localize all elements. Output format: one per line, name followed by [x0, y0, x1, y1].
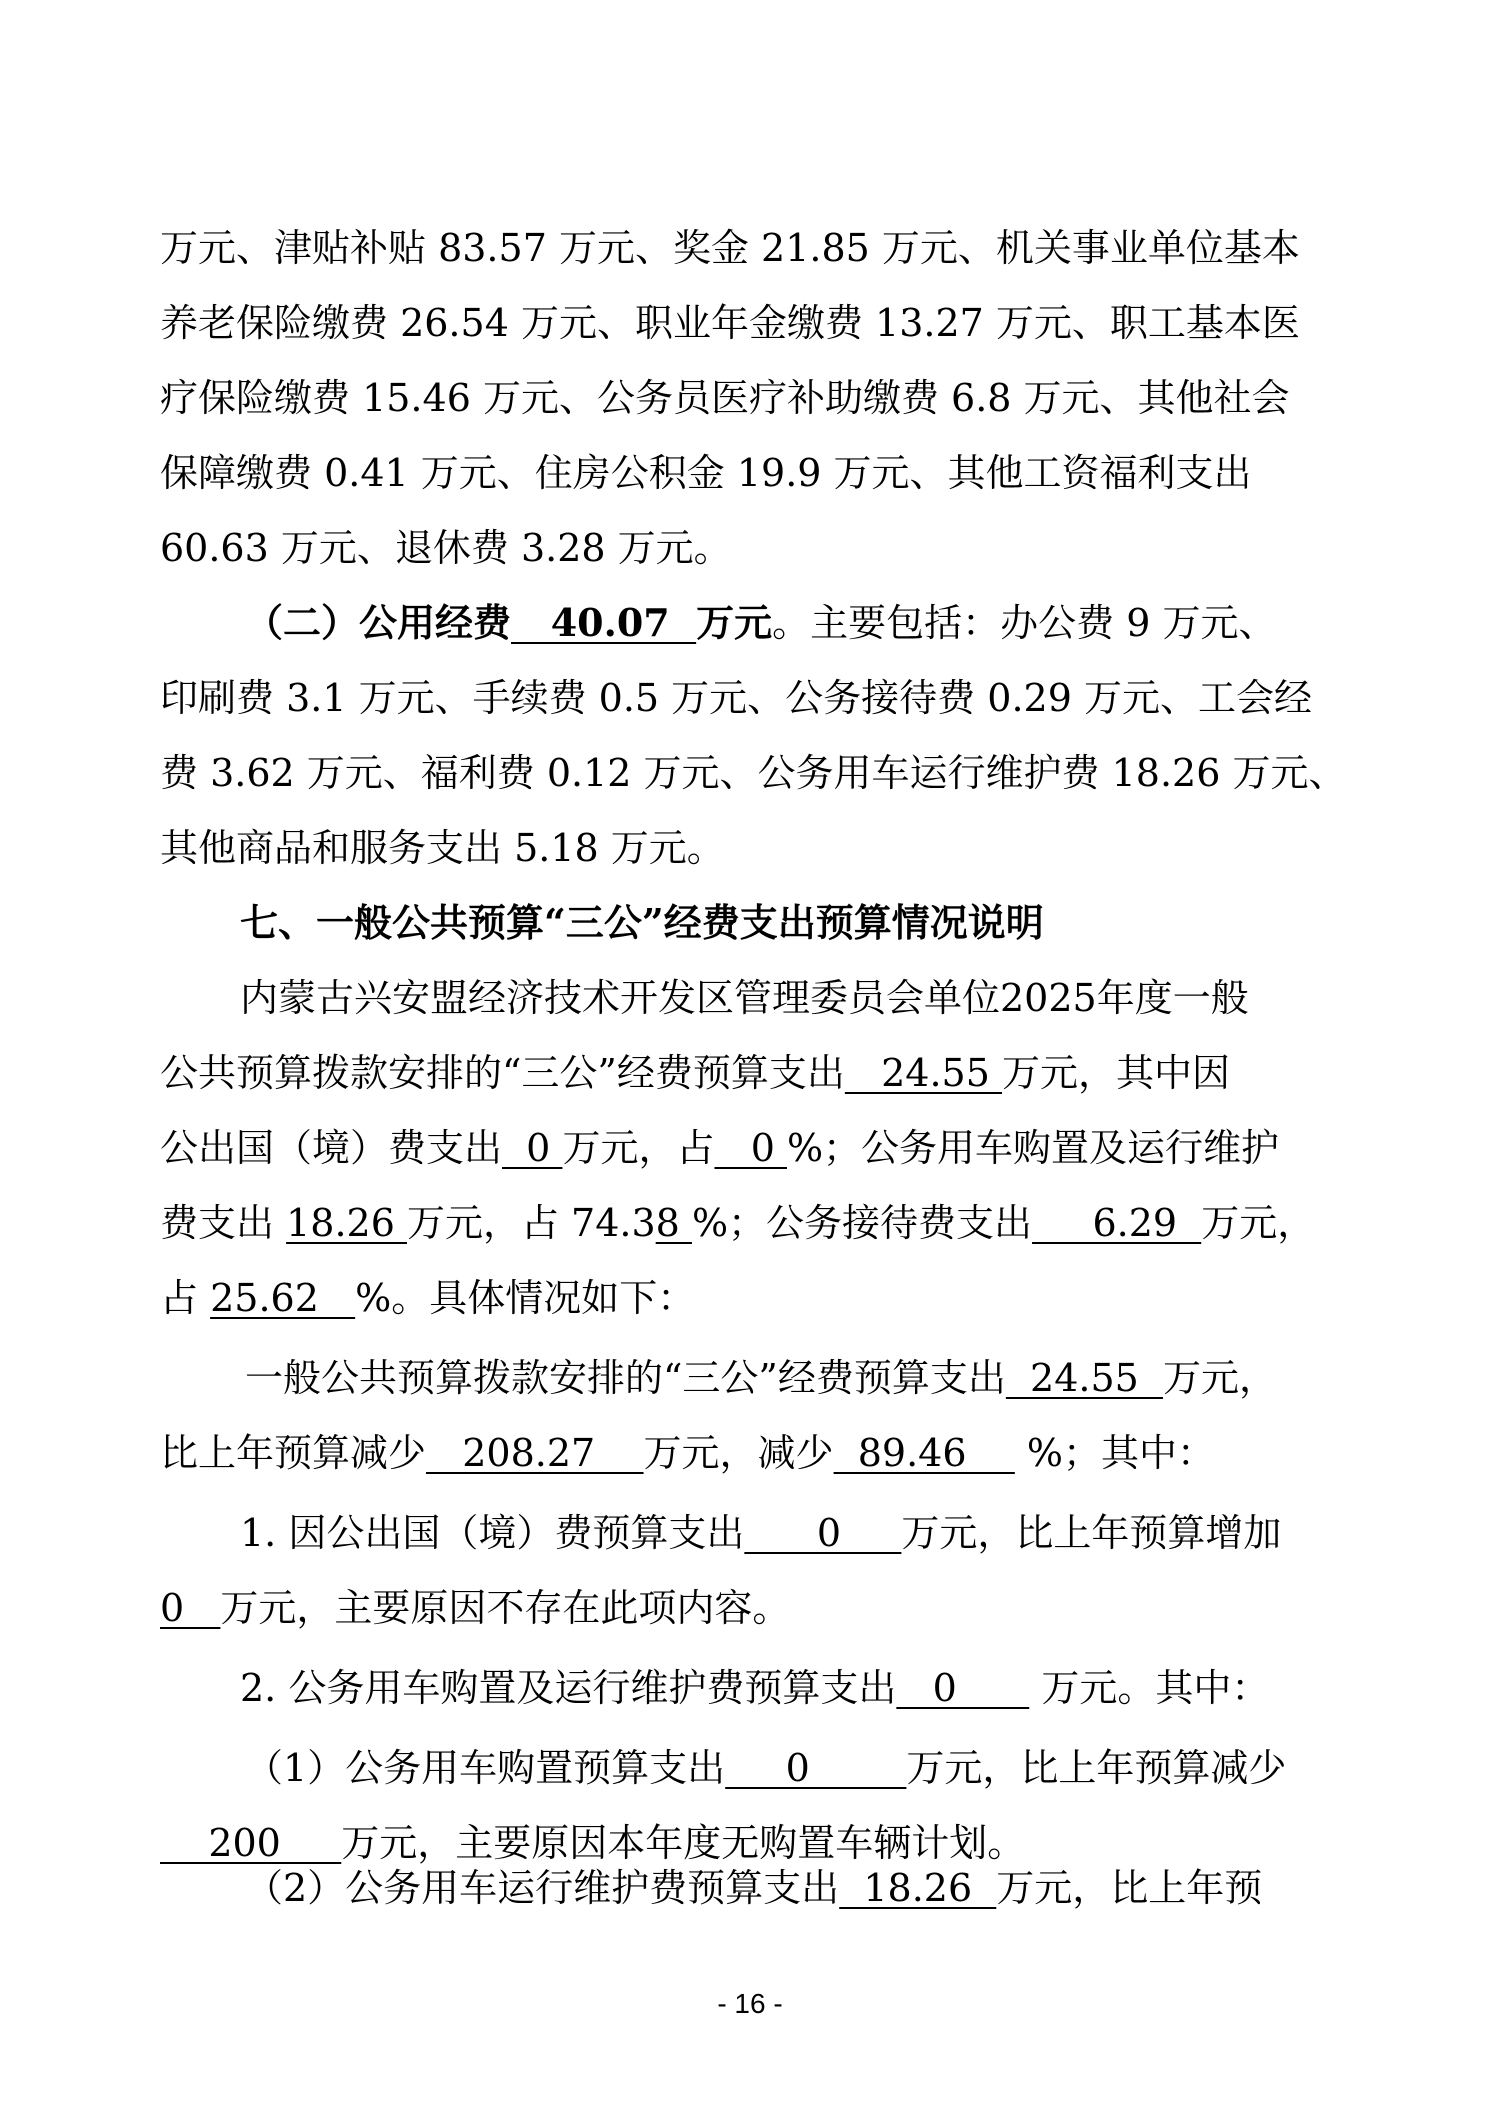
text-span: 万元，比上年预算减少 — [906, 1746, 1287, 1790]
text-line — [160, 1118, 1500, 1178]
text-span: %。具体情况如下： — [355, 1276, 696, 1320]
text-span: 万元， — [1162, 1356, 1277, 1400]
subheading-label: （二）公用经费 — [245, 600, 512, 645]
underlined-amount: 0 — [725, 1746, 907, 1790]
underlined-amount: 6.29 — [1032, 1201, 1202, 1245]
text-span: 万元。其中： — [1029, 1666, 1270, 1710]
text-span: 费支出 — [160, 1201, 287, 1245]
text-line — [160, 1578, 1500, 1638]
underlined-amount: 200 — [160, 1821, 342, 1865]
text-span: （2）公务用车运行维护费预算支出 — [245, 1866, 840, 1910]
text-span: 万元，减少 — [643, 1431, 834, 1475]
text-line — [245, 1348, 1500, 1408]
text-span: 公出国（境）费支出 — [160, 1126, 503, 1170]
text-span: 万元，占 — [562, 1126, 715, 1170]
text-line — [245, 1858, 1500, 1918]
underlined-amount: 8 — [655, 1201, 692, 1245]
underlined-amount: 208.27 — [426, 1431, 644, 1475]
text-span: 占 — [160, 1276, 211, 1320]
text-line: 疗保险缴费 15.46 万元、公务员医疗补助缴费 6.8 万元、其他社会 — [160, 376, 1290, 420]
text-line — [160, 1043, 1500, 1103]
text-span: 公共预算拨款安排的“三公”经费预算支出 — [160, 1051, 845, 1095]
unit-label: 万元 — [696, 600, 773, 645]
underlined-amount: 0 — [896, 1666, 1030, 1710]
underlined-amount: 24.55 — [1005, 1356, 1163, 1400]
text-span: 万元，主要原因本年度无购置车辆计划。 — [341, 1821, 1026, 1865]
text-line: 费 3.62 万元、福利费 0.12 万元、公务用车运行维护费 18.26 万元、 — [160, 751, 1347, 795]
text-span: 万元，比上年预算增加 — [901, 1511, 1282, 1555]
text-line: 养老保险缴费 26.54 万元、职业年金缴费 13.27 万元、职工基本医 — [160, 301, 1300, 345]
text-line — [245, 1738, 1500, 1798]
text-line — [160, 1268, 1500, 1328]
underlined-amount: 0 — [160, 1586, 221, 1630]
underlined-amount: 24.55 — [844, 1051, 1002, 1095]
section-heading: 七、一般公共预算“三公”经费支出预算情况说明 — [240, 900, 1044, 945]
underlined-amount: 40.07 — [511, 600, 697, 645]
text-span: 万元，主要原因不存在此项内容。 — [220, 1586, 791, 1630]
text-span: %；公务接待费支出 — [691, 1201, 1033, 1245]
text-span: 2. 公务用车购置及运行维护费预算支出 — [240, 1666, 897, 1710]
text-line — [240, 1503, 1500, 1563]
underlined-amount: 18.26 — [839, 1866, 997, 1910]
text-line — [160, 1423, 1500, 1483]
text-span: %；其中： — [1014, 1431, 1216, 1475]
text-span: %；公务用车购置及运行维护 — [786, 1126, 1280, 1170]
underlined-amount: 25.62 — [210, 1276, 356, 1320]
text-span: 万元，占 74.3 — [406, 1201, 656, 1245]
underlined-amount: 89.46 — [833, 1431, 1015, 1475]
text-line — [160, 1193, 1500, 1253]
text-span: 。主要包括：办公费 9 万元、 — [772, 601, 1277, 645]
page-number: - 16 - — [717, 1988, 783, 2019]
text-span: 一般公共预算拨款安排的“三公”经费预算支出 — [245, 1356, 1006, 1400]
text-span: 1. 因公出国（境）费预算支出 — [240, 1511, 745, 1555]
underlined-amount: 0 — [502, 1126, 563, 1170]
text-line: 60.63 万元、退休费 3.28 万元。 — [160, 526, 732, 570]
underlined-amount: 0 — [744, 1511, 902, 1555]
text-span: （1）公务用车购置预算支出 — [245, 1746, 726, 1790]
text-line — [245, 593, 1500, 653]
underlined-amount: 18.26 — [286, 1201, 407, 1245]
text-line: 内蒙古兴安盟经济技术开发区管理委员会单位2025年度一般 — [240, 976, 1249, 1020]
text-span: 比上年预算减少 — [160, 1431, 427, 1475]
text-line: 万元、津贴补贴 83.57 万元、奖金 21.85 万元、机关事业单位基本 — [160, 226, 1300, 270]
text-span: 万元， — [1201, 1201, 1316, 1245]
text-span: 万元，比上年预 — [996, 1866, 1263, 1910]
text-span: 万元，其中因 — [1001, 1051, 1230, 1095]
underlined-amount: 0 — [714, 1126, 787, 1170]
text-line: 保障缴费 0.41 万元、住房公积金 19.9 万元、其他工资福利支出 — [160, 451, 1252, 495]
text-line: 印刷费 3.1 万元、手续费 0.5 万元、公务接待费 0.29 万元、工会经 — [160, 676, 1312, 720]
text-line: 其他商品和服务支出 5.18 万元。 — [160, 826, 725, 870]
text-line — [240, 1658, 1500, 1718]
